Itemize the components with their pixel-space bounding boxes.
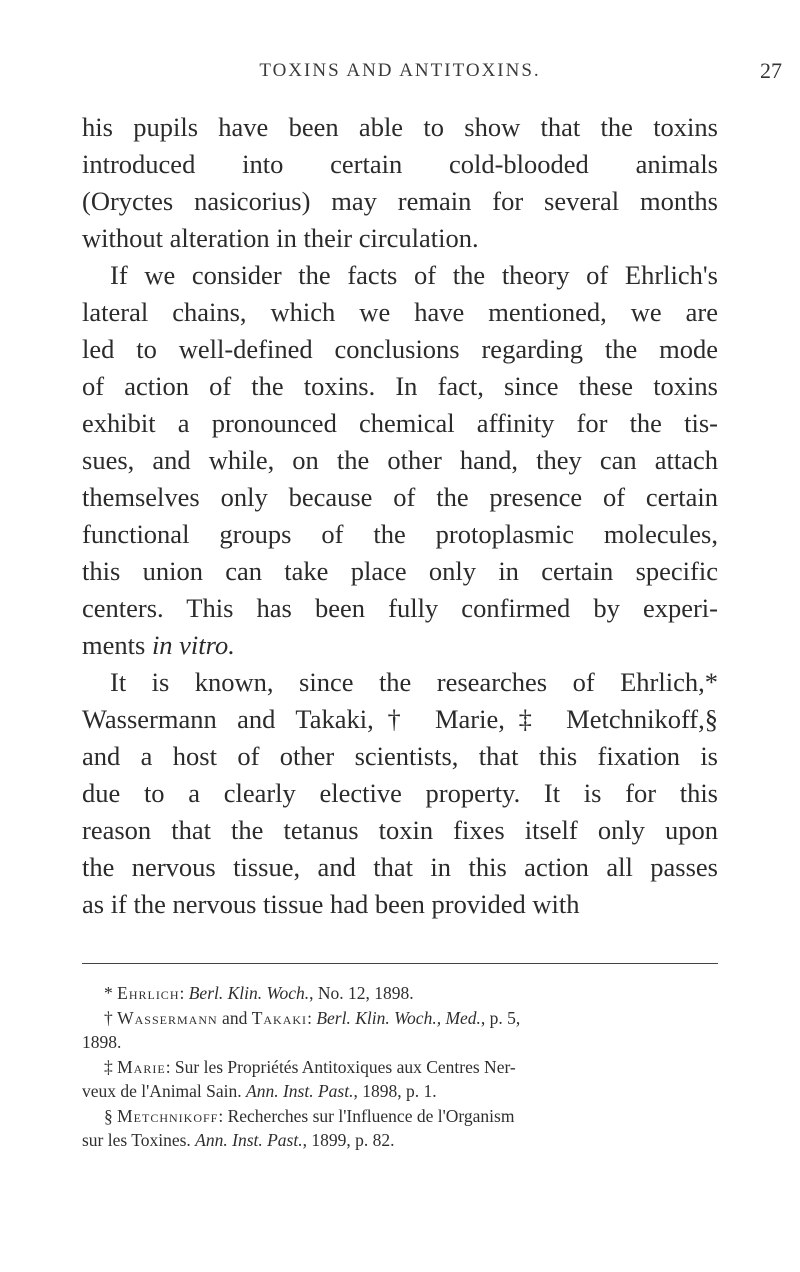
body-line: led to well-defined conclusions regarding the mode — [82, 334, 718, 364]
footnote-journal: Ann. Inst. Past. — [246, 1081, 354, 1101]
footnote-text: and — [217, 1008, 252, 1028]
footnote-author: Takaki — [251, 1008, 308, 1028]
body-line: due to a clearly elective property. It is for this — [82, 778, 718, 808]
footnote-separator: : — [307, 1008, 317, 1028]
running-head: TOXINS AND ANTITOXINS. — [259, 60, 541, 81]
body-line: this union can take place only in certain specific — [82, 556, 718, 586]
footnote-continuation: 1898. — [82, 1032, 122, 1052]
body-line: of action of the toxins. In fact, since these toxins — [82, 371, 718, 401]
body-line: themselves only because of the presence of certain — [82, 482, 718, 512]
body-line: It is known, since the researches of Ehrlich,* — [110, 667, 718, 697]
footnote-author: Metchnikoff — [117, 1106, 219, 1126]
footnote-marie — [104, 1057, 718, 1078]
body-text: ments — [82, 630, 146, 660]
footnote-mark: § — [104, 1106, 118, 1126]
footnote-divider — [82, 963, 718, 964]
footnote-separator: : — [179, 983, 189, 1003]
footnote-metchnikoff — [104, 1106, 718, 1127]
footnote-text: , 1898, p. 1. — [353, 1081, 437, 1101]
footnote-continuation — [82, 1081, 718, 1102]
body-line: Wassermann and Takaki,† Marie,‡ Metchnikoff,§ — [82, 704, 718, 734]
footnote-text: : Recherches sur l'Influence de l'Organism — [218, 1106, 515, 1126]
body-line — [82, 630, 718, 661]
page-number: 27 — [760, 58, 782, 83]
footnote-ehrlich — [104, 983, 718, 1004]
body-line: reason that the tetanus toxin fixes itself only upon — [82, 815, 718, 845]
body-line: lateral chains, which we have mentioned, we are — [82, 297, 718, 327]
body-line: functional groups of the protoplasmic molecules, — [82, 519, 718, 549]
footnote-mark: † — [104, 1008, 118, 1028]
footnote-author: Marie — [117, 1057, 166, 1077]
footnote-text: : Sur les Propriétés Antitoxiques aux Centres Ner- — [165, 1057, 516, 1077]
footnote-text: , No. 12, 1898. — [309, 983, 414, 1003]
body-line: the nervous tissue, and that in this action all passes — [82, 852, 718, 882]
footnote-journal: Berl. Klin. Woch. — [188, 983, 310, 1003]
footnote-journal: Berl. Klin. Woch., Med. — [316, 1008, 481, 1028]
footnote-author: Wassermann — [117, 1008, 218, 1028]
footnote-wassermann — [104, 1008, 718, 1029]
body-line: If we consider the facts of the theory of Ehrlich's — [110, 260, 718, 290]
footnote-text: , 1899, p. 82. — [302, 1130, 395, 1150]
italic-phrase: in vitro. — [151, 630, 235, 660]
footnote-text: veux de l'Animal Sain. — [82, 1081, 242, 1101]
body-line: introduced into certain cold-blooded animals — [82, 149, 718, 179]
body-line: without alteration in their circulation. — [82, 223, 479, 253]
body-line: (Oryctes nasicorius) may remain for several months — [82, 186, 718, 216]
footnote-text: sur les Toxines. — [82, 1130, 191, 1150]
footnote-continuation — [82, 1130, 718, 1151]
body-line: sues, and while, on the other hand, they can attach — [82, 445, 718, 475]
body-line: centers. This has been fully confirmed by experi- — [82, 593, 718, 623]
footnote-journal: Ann. Inst. Past. — [195, 1130, 303, 1150]
body-line: his pupils have been able to show that the toxins — [82, 112, 718, 142]
body-line: as if the nervous tissue had been provided with — [82, 889, 580, 919]
footnote-mark: * — [104, 983, 118, 1003]
footnote-mark: ‡ — [104, 1057, 118, 1077]
footnote-author: Ehrlich — [117, 983, 180, 1003]
footnote-text: , p. 5, — [480, 1008, 521, 1028]
body-line: and a host of other scientists, that this fixation is — [82, 741, 718, 771]
body-line: exhibit a pronounced chemical affinity for the tis- — [82, 408, 718, 438]
